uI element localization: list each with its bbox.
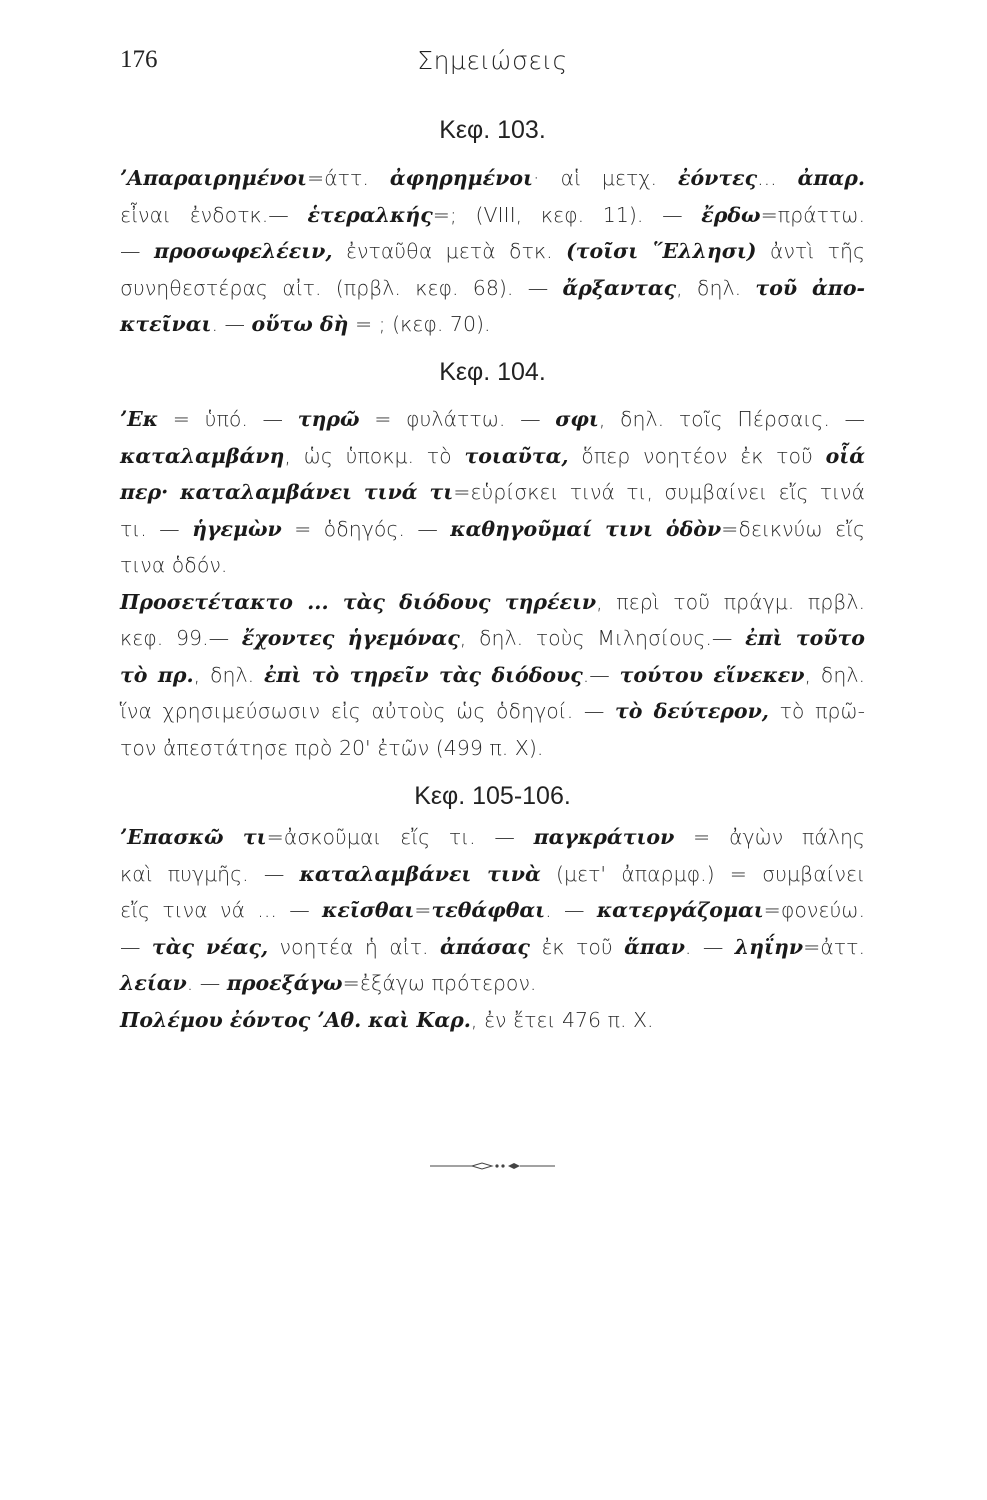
note-line: ʼΕκ = ὑπό. — τηρῶ = φυλάττω. — σφι, δηλ. τοῖς Πέρσαις. —	[120, 407, 865, 431]
running-head	[120, 46, 865, 86]
note-line: κεφ. 99.— ἔχοντες ἡγεμόνας, δηλ. τοὺς Μιλησίους.— ἐπὶ τοῦτο	[120, 626, 865, 650]
page-number: 176	[120, 46, 158, 73]
note-line: τὸ πρ., δηλ. ἐπὶ τὸ τηρεῖν τὰς διόδους.— τούτου εἵνεκεν, δηλ.	[120, 662, 865, 687]
notes-paragraph-105-106	[120, 819, 865, 1038]
note-line: λείαν. — προεξάγω=ἐξάγω πρότερον.	[120, 971, 537, 995]
note-line: κτεῖναι. — οὕτω δὴ = ; (κεφ. 70).	[120, 312, 491, 336]
note-line: καταλαμβάνη, ὡς ὑποκμ. τὸ τοιαῦτα, ὅπερ νοητέον ἐκ τοῦ οἷά	[120, 443, 865, 468]
note-line: τινα ὁδόν.	[120, 553, 228, 577]
chapter-heading-103: Κεφ. 103.	[439, 116, 546, 144]
note-line: ʼΕπασκῶ τι=ἀσκοῦμαι εἴς τι. — παγκράτιον = ἀγὼν πάλης	[120, 825, 865, 849]
note-line: τον ἀπεστάτησε πρὸ 20' ἐτῶν (499 π. Χ).	[120, 735, 544, 760]
notes-paragraph-104	[120, 401, 865, 766]
note-line: εἴς τινα νά ... — κεῖσθαι=τεθάφθαι. — κατεργάζομαι=φονεύω.	[120, 898, 865, 922]
note-line: ἵνα χρησιμεύσωσιν εἰς αὐτοὺς ὡς ὁδηγοί. — τὸ δεύτερον, τὸ πρῶ-	[120, 699, 865, 723]
note-line: συνηθεστέρας αἰτ. (πρβλ. κεφ. 68). — ἄρξαντας, δηλ. τοῦ ἀπο-	[120, 275, 865, 300]
note-line: — προσωφελέειν, ἐνταῦθα μετὰ δτκ. (τοῖσι ῞Ελλησι) ἀντὶ τῆς	[120, 239, 865, 263]
note-line: καὶ πυγμῆς. — καταλαμβάνει τινὰ (μετ' ἀπαρμφ.) = συμβαίνει	[120, 861, 866, 886]
notes-paragraph-103	[120, 160, 865, 343]
running-title: Σημειώσεις	[417, 46, 568, 75]
note-line: εἶναι ἐνδοτκ.— ἑτεραλκής=; (VIII, κεφ. 11). — ἔρδω=πράττω.	[120, 202, 865, 227]
note-line: Προσετέτακτο ... τὰς διόδους τηρέειν, περὶ τοῦ πράγμ. πρβλ.	[120, 589, 865, 614]
note-line: ʼΑπαραιρημένοι=άττ. ἀφηρημένοι· αἱ μετχ. ἐόντες... ἀπαρ.	[120, 166, 865, 190]
note-line: — τὰς νέας, νοητέα ἡ αἰτ. ἀπάσας ἐκ τοῦ ἅπαν. — ληΐην=ἀττ.	[120, 934, 865, 959]
note-line: Πολέμου ἐόντος ʼΑθ. καὶ Καρ., ἐν ἔτει 476 π. Χ.	[120, 1007, 654, 1032]
note-line: περ· καταλαμβάνει τινά τι=εὑρίσκει τινά τι, συμβαίνει εἴς τινά	[120, 480, 865, 504]
chapter-heading-104: Κεφ. 104.	[439, 358, 546, 386]
chapter-heading-105-106: Κεφ. 105-106.	[414, 782, 571, 810]
note-line: τι. — ἡγεμὼν = ὁδηγός. — καθηγοῦμαί τινι ὁδὸν=δεικνύω εἴς	[120, 516, 865, 541]
ornament-divider	[430, 1160, 555, 1172]
